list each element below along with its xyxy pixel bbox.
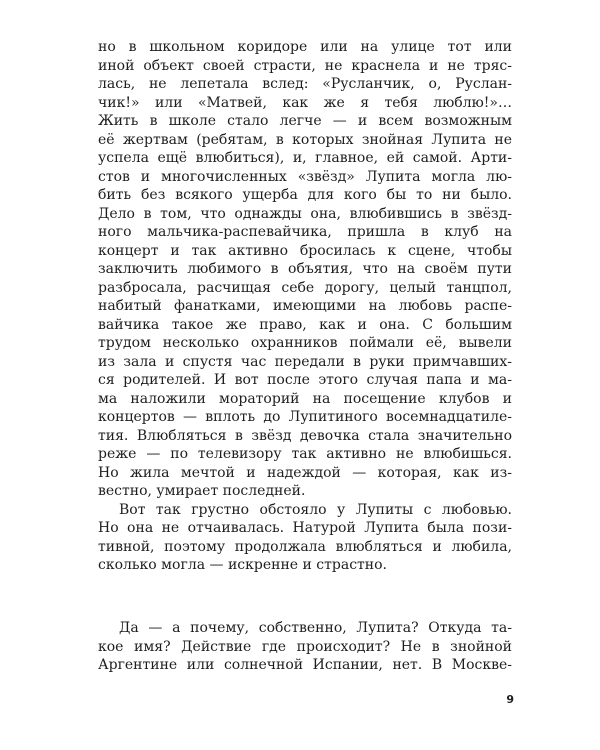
text-line: концертов — вплоть до Лупитиного восемнадцатиле-: [98, 409, 512, 425]
main-text-block: [98, 38, 512, 575]
text-line: ма наложили мораторий на посещение клубов и: [98, 390, 512, 407]
text-line: из зала и спустя час передали в руки примчавших-: [98, 353, 512, 370]
text-line: набитый фанатками, имеющими на любовь распе-: [98, 298, 512, 314]
text-line: Но она не отчаивалась. Натурой Лупита была пози-: [98, 520, 512, 536]
text-line: Жить в школе стало легче — и всем возможным: [98, 113, 512, 129]
text-line: кое имя? Действие где происходит? Не в знойной: [98, 638, 512, 655]
text-line: бить без всякого ущерба для кого бы то ни было.: [98, 187, 512, 203]
text-line: концерт и так активно бросилась к сцене, чтобы: [98, 242, 512, 259]
text-line: лась, не лепетала вслед: «Русланчик, о, Руслан-: [98, 76, 512, 92]
text-line: но в школьном коридоре или на улице тот или: [98, 39, 512, 55]
paragraph-1: [98, 38, 512, 501]
text-line: вестно, умирает последней.: [98, 483, 306, 499]
page-number: 9: [506, 693, 514, 706]
text-line: тивной, поэтому продолжала влюбляться и любила,: [98, 538, 512, 555]
text-line: Да — а почему, собственно, Лупита? Откуда та-: [119, 620, 512, 636]
text-line: вайчика такое же право, как и она. С большим: [98, 316, 512, 333]
text-line: ся родителей. И вот после этого случая папа и ма-: [98, 372, 512, 388]
paragraph-3: [98, 619, 512, 675]
text-line: Дело в том, что однажды она, влюбившись в звёзд-: [98, 205, 512, 222]
text-line: чик!» или «Матвей, как же я тебя люблю!»…: [98, 94, 512, 111]
paragraph-2: [98, 501, 512, 575]
text-line: ного мальчика-распевайчика, пришла в клуб на: [98, 224, 512, 240]
text-line: трудом несколько охранников поймали её, вывели: [98, 335, 512, 351]
text-line: успела ещё влюбиться), и, главное, ей самой. Арти-: [98, 150, 512, 166]
text-line: иной объект своей страсти, не краснела и не тряс-: [98, 57, 512, 74]
text-line: Аргентине или солнечной Испании, нет. В Москве-: [98, 657, 512, 673]
text-line: её жертвам (ребятам, в которых знойная Лупита не: [98, 131, 512, 148]
section-two-text-block: [98, 619, 512, 675]
text-line: стов и многочисленных «звёзд» Лупита могла лю-: [98, 168, 512, 185]
text-line: тия. Влюбляться в звёзд девочка стала значительно: [98, 427, 512, 444]
text-line: Но жила мечтой и надеждой — которая, как из-: [98, 464, 512, 481]
text-line: реже — по телевизору так активно не влюбишься.: [98, 446, 512, 462]
text-line: заключить любимого в объятия, что на своём пути: [98, 261, 512, 277]
text-line: сколько могла — искренне и страстно.: [98, 557, 387, 573]
text-line: разбросала, расчищая себе дорогу, целый танцпол,: [98, 279, 512, 296]
text-line: Вот так грустно обстояло у Лупиты с любовью.: [119, 501, 512, 518]
